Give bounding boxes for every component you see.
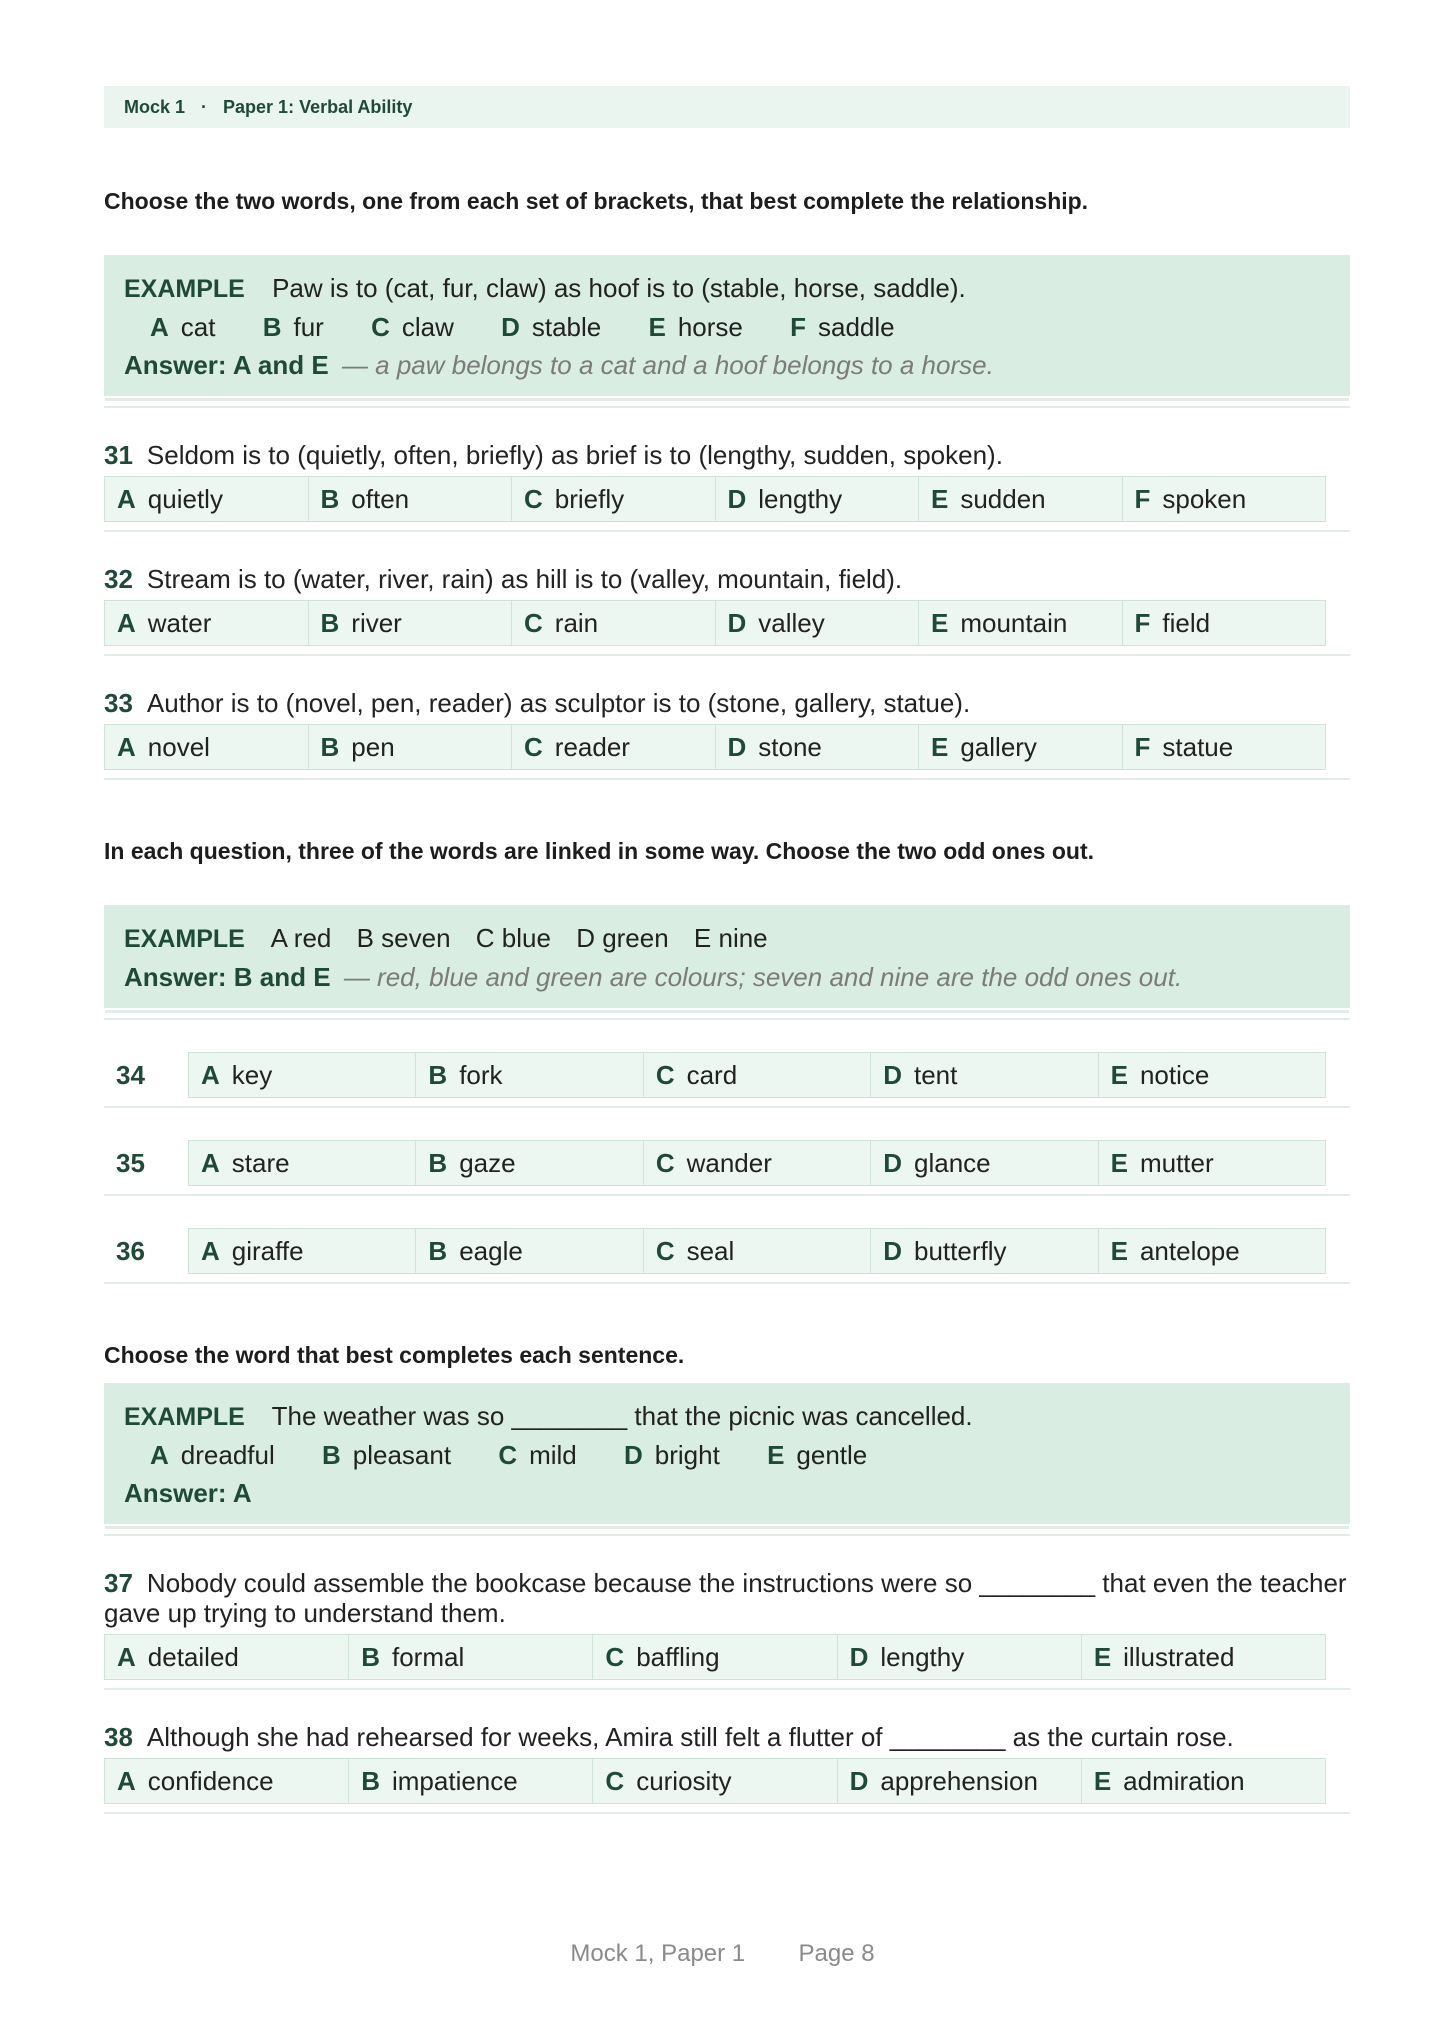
header-separator: · [201, 96, 208, 117]
option-32-f[interactable]: F field [1123, 601, 1326, 645]
option-31-c[interactable]: C briefly [512, 477, 716, 521]
options-row-36 [188, 1228, 1326, 1274]
option-38-b[interactable]: B impatience [349, 1759, 593, 1803]
option-38-e[interactable]: E admiration [1082, 1759, 1325, 1803]
section2-example [104, 905, 1350, 1010]
example-option: B pleasant [321, 1440, 452, 1470]
divider [104, 1688, 1350, 1690]
example-explanation: — red, blue and green are colours; seven and nine are the odd ones out. [343, 962, 1183, 992]
example-option: B fur [262, 312, 324, 342]
example-item: B seven [356, 923, 451, 953]
question-35 [104, 1140, 1350, 1186]
example-option: C claw [371, 312, 454, 342]
example-answer: Answer: B and E [124, 962, 331, 992]
example-option: D stable [501, 312, 602, 342]
option-38-d[interactable]: D apprehension [838, 1759, 1082, 1803]
section2-instruction: In each question, three of the words are linked in some way. Choose the two odd ones out. [104, 838, 1094, 864]
option-38-c[interactable]: C curiosity [593, 1759, 837, 1803]
example-option: A dreadful [150, 1440, 275, 1470]
question-32: 32 Stream is to (water, river, rain) as hill is to (valley, mountain, field). [104, 564, 903, 594]
divider [104, 778, 1350, 780]
page-header [104, 86, 1350, 128]
exam-page [104, 86, 1350, 1814]
example-text: The weather was so ________ that the picnic was cancelled. [271, 1401, 973, 1431]
option-31-a[interactable]: A quietly [105, 477, 309, 521]
option-33-f[interactable]: F statue [1123, 725, 1326, 769]
question-33: 33 Author is to (novel, pen, reader) as sculptor is to (stone, gallery, statue). [104, 688, 971, 718]
section1-instruction: Choose the two words, one from each set of brackets, that best complete the relationship. [104, 188, 1089, 214]
option-32-b[interactable]: B river [309, 601, 513, 645]
option-34-c[interactable]: C card [644, 1053, 871, 1097]
option-35-c[interactable]: C wander [644, 1141, 871, 1185]
divider [104, 654, 1350, 656]
question-38: 38 Although she had rehearsed for weeks, Amira still felt a flutter of ________ as the curtain rose. [104, 1722, 1234, 1752]
options-row-34 [188, 1052, 1326, 1098]
question-36 [104, 1228, 1350, 1274]
example-item: E nine [693, 923, 768, 953]
example-options [124, 1436, 1330, 1474]
header-paper: Paper 1: Verbal Ability [223, 96, 413, 117]
options-row-35 [188, 1140, 1326, 1186]
example-option: C mild [498, 1440, 577, 1470]
example-option: A cat [150, 312, 216, 342]
question-number: 35 [116, 1147, 145, 1178]
option-35-b[interactable]: B gaze [416, 1141, 643, 1185]
section3-instruction: Choose the word that best completes each sentence. [104, 1342, 685, 1368]
section3-example [104, 1383, 1350, 1526]
example-option: F saddle [790, 312, 895, 342]
example-item: A red [270, 923, 332, 953]
option-36-e[interactable]: E antelope [1099, 1229, 1325, 1273]
example-item: C blue [475, 923, 551, 953]
option-32-d[interactable]: D valley [716, 601, 920, 645]
example-option: D bright [624, 1440, 720, 1470]
options-row-31 [104, 476, 1326, 522]
options-row-32 [104, 600, 1326, 646]
option-37-d[interactable]: D lengthy [838, 1635, 1082, 1679]
section1-example [104, 255, 1350, 398]
option-37-e[interactable]: E illustrated [1082, 1635, 1325, 1679]
option-35-e[interactable]: E mutter [1099, 1141, 1325, 1185]
example-item: D green [576, 923, 669, 953]
question-34 [104, 1052, 1350, 1098]
example-tag: EXAMPLE [124, 1403, 245, 1431]
option-36-a[interactable]: A giraffe [189, 1229, 416, 1273]
divider [104, 1194, 1350, 1196]
page-footer [0, 1940, 1445, 1968]
option-33-c[interactable]: C reader [512, 725, 716, 769]
option-32-e[interactable]: E mountain [919, 601, 1123, 645]
divider [104, 1106, 1350, 1108]
option-37-b[interactable]: B formal [349, 1635, 593, 1679]
example-tag: EXAMPLE [124, 925, 245, 953]
divider [104, 1534, 1350, 1536]
option-35-a[interactable]: A stare [189, 1141, 416, 1185]
option-36-b[interactable]: B eagle [416, 1229, 643, 1273]
question-31: 31 Seldom is to (quietly, often, briefly) as brief is to (lengthy, sudden, spoken). [104, 440, 1003, 470]
option-33-d[interactable]: D stone [716, 725, 920, 769]
example-answer: Answer: A and E [124, 350, 329, 380]
question-37: 37 Nobody could assemble the bookcase because the instructions were so ________ that even the teacher gave up trying to understand them. [104, 1568, 1347, 1628]
option-34-d[interactable]: D tent [871, 1053, 1098, 1097]
options-row-33 [104, 724, 1326, 770]
option-34-e[interactable]: E notice [1099, 1053, 1325, 1097]
option-31-d[interactable]: D lengthy [716, 477, 920, 521]
option-33-a[interactable]: A novel [105, 725, 309, 769]
option-34-b[interactable]: B fork [416, 1053, 643, 1097]
divider [104, 1018, 1350, 1020]
option-33-e[interactable]: E gallery [919, 725, 1123, 769]
example-option: E horse [648, 312, 743, 342]
divider [104, 1282, 1350, 1284]
question-number: 34 [116, 1059, 145, 1090]
options-row-38 [104, 1758, 1326, 1804]
option-31-b[interactable]: B often [309, 477, 513, 521]
option-31-e[interactable]: E sudden [919, 477, 1123, 521]
option-37-a[interactable]: A detailed [105, 1635, 349, 1679]
option-32-a[interactable]: A water [105, 601, 309, 645]
option-36-d[interactable]: D butterfly [871, 1229, 1098, 1273]
option-33-b[interactable]: B pen [309, 725, 513, 769]
example-explanation: — a paw belongs to a cat and a hoof belongs to a horse. [341, 350, 994, 380]
example-options [124, 308, 1330, 346]
divider [104, 530, 1350, 532]
question-number: 36 [116, 1235, 145, 1266]
option-31-f[interactable]: F spoken [1123, 477, 1326, 521]
option-36-c[interactable]: C seal [644, 1229, 871, 1273]
option-34-a[interactable]: A key [189, 1053, 416, 1097]
example-option: E gentle [767, 1440, 868, 1470]
options-row-37 [104, 1634, 1326, 1680]
header-mock: Mock 1 [124, 96, 186, 117]
example-text: Paw is to (cat, fur, claw) as hoof is to (stable, horse, saddle). [272, 273, 966, 303]
option-32-c[interactable]: C rain [512, 601, 716, 645]
divider [104, 406, 1350, 408]
option-37-c[interactable]: C baffling [593, 1635, 837, 1679]
option-38-a[interactable]: A confidence [105, 1759, 349, 1803]
divider [104, 1812, 1350, 1814]
example-answer: Answer: A [124, 1478, 252, 1508]
option-35-d[interactable]: D glance [871, 1141, 1098, 1185]
example-tag: EXAMPLE [124, 275, 245, 303]
footer-paper: Mock 1, Paper 1 [570, 1940, 746, 1967]
footer-page-number: Page 8 [798, 1940, 875, 1967]
